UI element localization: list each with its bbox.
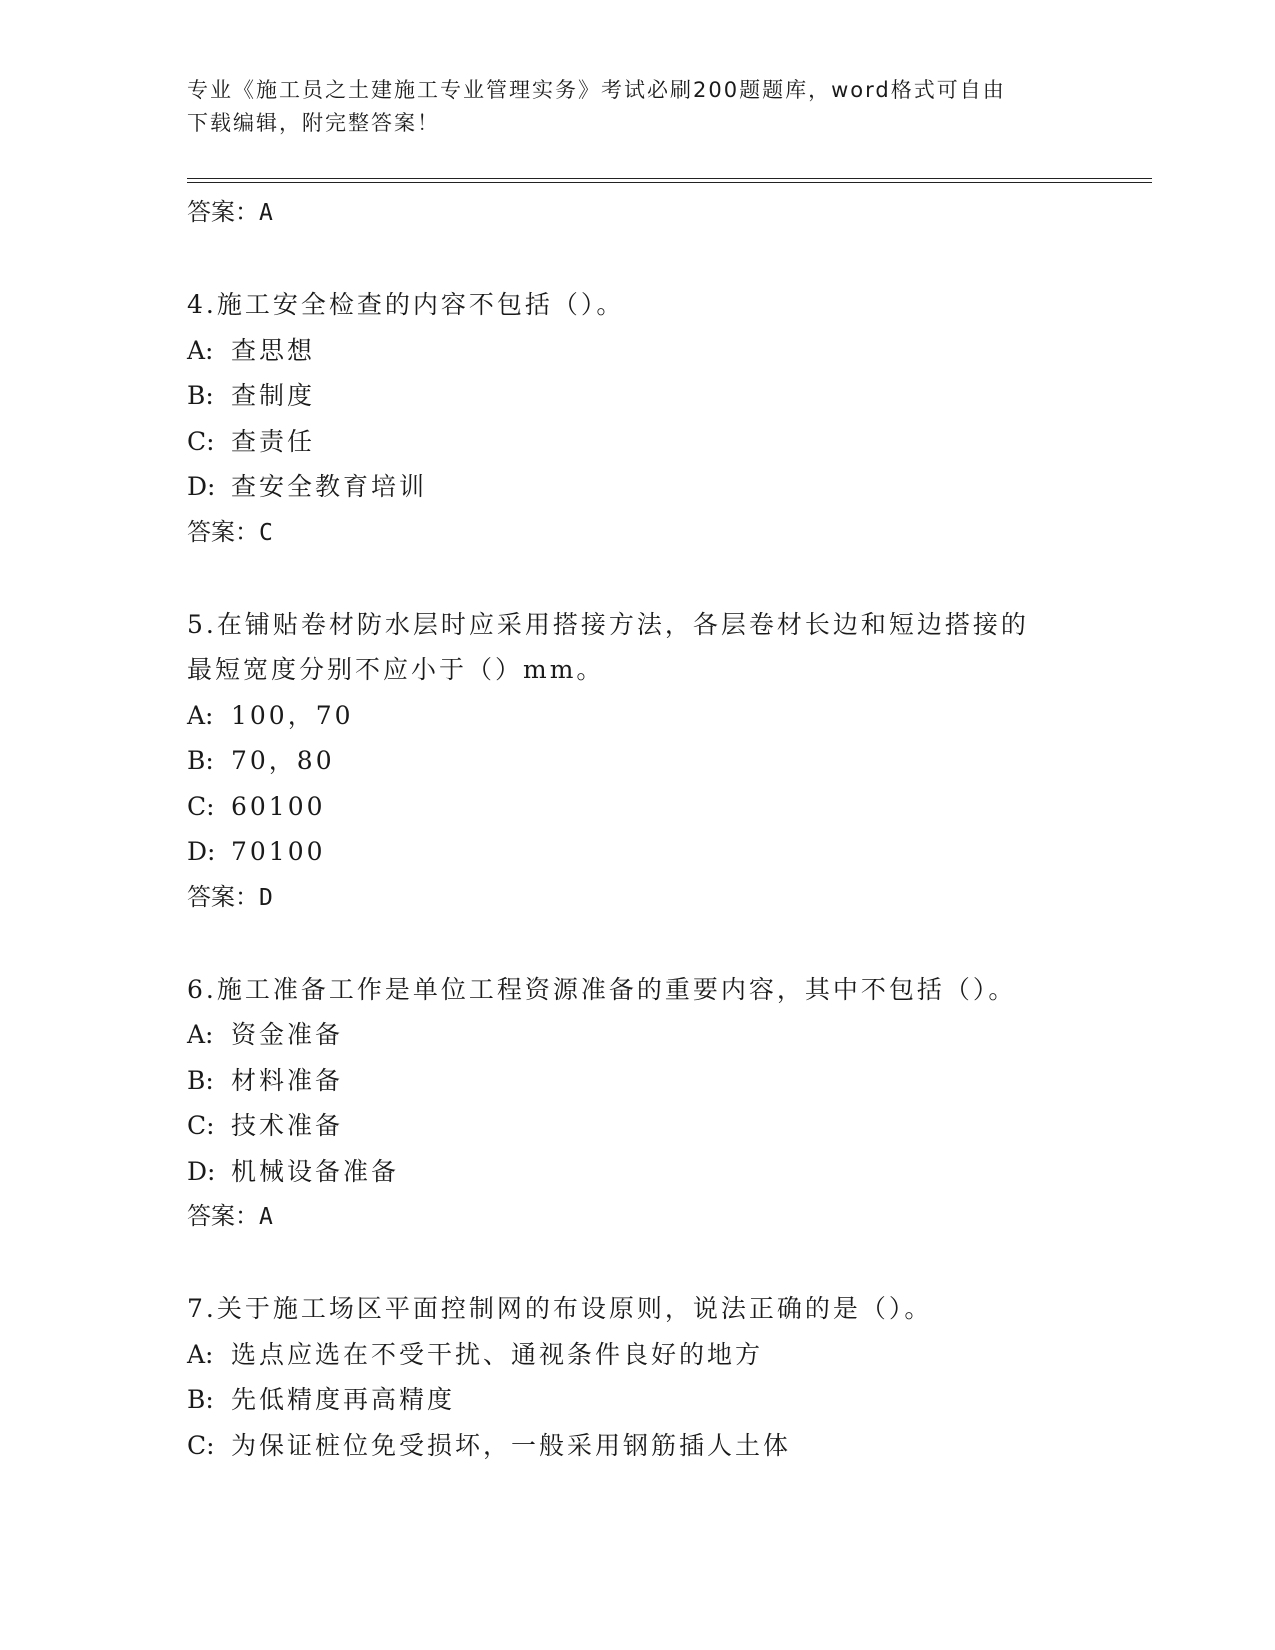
option-b xyxy=(187,1058,1152,1104)
answer-line xyxy=(187,1194,1152,1238)
header-line-1: 专业《施工员之土建施工专业管理实务》考试必刷200题题库，word格式可自由 xyxy=(187,78,1006,102)
option-text: 查制度 xyxy=(231,381,316,410)
option-key: D: xyxy=(187,837,216,866)
option-text: 70，80 xyxy=(231,746,335,775)
option-b xyxy=(187,738,1152,784)
option-text: 查思想 xyxy=(231,335,316,365)
option-text: 资金准备 xyxy=(231,1020,344,1049)
question-7 xyxy=(187,1286,1152,1468)
question-6 xyxy=(187,967,1152,1239)
option-key: B: xyxy=(187,381,214,410)
option-d xyxy=(187,464,1152,510)
option-key: C: xyxy=(187,791,215,821)
option-key: A: xyxy=(187,1020,214,1049)
option-text: 材料准备 xyxy=(231,1065,344,1095)
answer-value: A xyxy=(259,200,273,226)
answer-value: C xyxy=(259,519,273,546)
document-header xyxy=(187,74,1067,140)
option-key: C: xyxy=(187,1430,215,1460)
option-text: 选点应选在不受干扰、通视条件良好的地方 xyxy=(231,1339,764,1369)
option-key: A: xyxy=(187,700,214,730)
answer-label: 答案： xyxy=(187,882,259,911)
option-text: 机械设备准备 xyxy=(231,1156,400,1186)
option-key: C: xyxy=(187,426,215,456)
spacer xyxy=(187,554,1152,602)
option-text: 70100 xyxy=(231,837,326,866)
option-text: 查责任 xyxy=(231,426,316,456)
answer-line xyxy=(187,510,1152,554)
answer-label: 答案： xyxy=(187,198,259,226)
option-text: 100，70 xyxy=(231,700,354,730)
header-line-2: 下载编辑，附完整答案！ xyxy=(187,111,440,135)
option-text: 先低精度再高精度 xyxy=(231,1385,456,1414)
question-stem: 7.关于施工场区平面控制网的布设原则，说法正确的是（）。 xyxy=(187,1294,933,1323)
answer-value: D xyxy=(259,884,273,911)
option-key: D: xyxy=(187,472,216,501)
option-key: B: xyxy=(187,1065,214,1095)
option-text: 60100 xyxy=(231,791,326,821)
option-key: A: xyxy=(187,1339,214,1369)
question-stem: 5.在铺贴卷材防水层时应采用搭接方法，各层卷材长边和短边搭接的 xyxy=(187,609,1029,639)
option-c xyxy=(187,419,1152,465)
question-stem: 4.施工安全检查的内容不包括（）。 xyxy=(187,290,625,319)
answer-label: 答案： xyxy=(187,1202,259,1230)
header-divider xyxy=(187,178,1152,183)
question-4 xyxy=(187,282,1152,554)
option-key: B: xyxy=(187,1385,214,1414)
option-key: C: xyxy=(187,1111,215,1140)
option-d xyxy=(187,829,1152,875)
question-5 xyxy=(187,602,1152,919)
spacer xyxy=(187,919,1152,967)
spacer xyxy=(187,1238,1152,1286)
option-key: A: xyxy=(187,335,214,365)
option-key: D: xyxy=(187,1156,216,1186)
option-a xyxy=(187,1332,1152,1378)
spacer xyxy=(187,234,1152,282)
option-a xyxy=(187,328,1152,374)
option-b xyxy=(187,373,1152,419)
question-list xyxy=(187,190,1152,1468)
option-text: 技术准备 xyxy=(231,1111,344,1140)
answer-line xyxy=(187,190,1152,234)
option-text: 为保证桩位免受损坏，一般采用钢筋插人土体 xyxy=(231,1430,792,1460)
option-d xyxy=(187,1149,1152,1195)
option-key: B: xyxy=(187,746,214,775)
option-text: 查安全教育培训 xyxy=(231,472,428,501)
option-a xyxy=(187,1012,1152,1058)
option-c xyxy=(187,784,1152,830)
question-stem: 6.施工准备工作是单位工程资源准备的重要内容，其中不包括（）。 xyxy=(187,974,1017,1004)
option-a xyxy=(187,693,1152,739)
answer-line xyxy=(187,875,1152,919)
option-c xyxy=(187,1103,1152,1149)
option-b xyxy=(187,1377,1152,1423)
answer-label: 答案： xyxy=(187,517,259,546)
question-stem-continued: 最短宽度分别不应小于（）mm。 xyxy=(187,655,605,684)
option-c xyxy=(187,1423,1152,1469)
answer-value: A xyxy=(259,1204,273,1230)
